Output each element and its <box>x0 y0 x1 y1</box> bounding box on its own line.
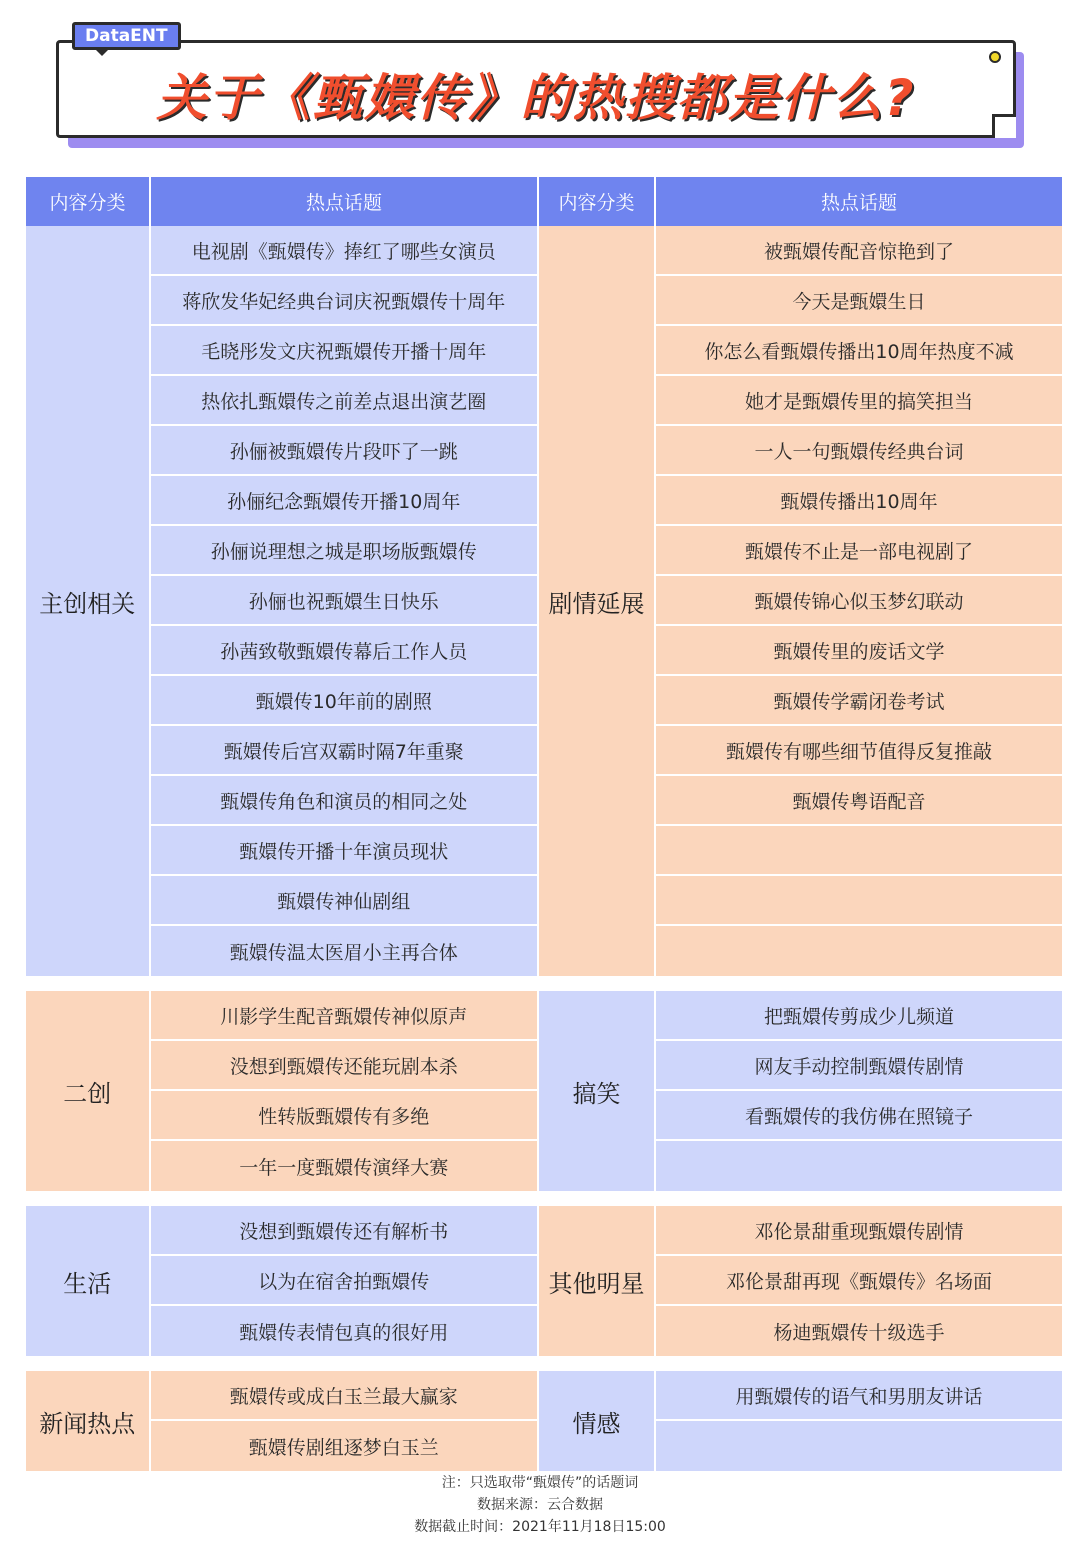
topic-row: 甄嬛传粤语配音 <box>656 776 1062 826</box>
topic-row: 杨迪甄嬛传十级选手 <box>773 1321 945 1344</box>
topic-row: 甄嬛传角色和演员的相同之处 <box>151 776 537 826</box>
topic-list <box>656 1371 1062 1471</box>
topic-row: 一年一度甄嬛传演绎大赛 <box>239 1156 449 1179</box>
topic-row: 甄嬛传学霸闭卷考试 <box>656 676 1062 726</box>
topic-row: 甄嬛传不止是一部电视剧了 <box>656 526 1062 576</box>
topic-row: 甄嬛传或成白玉兰最大赢家 <box>151 1371 537 1421</box>
topic-row: 川影学生配音甄嬛传神似原声 <box>151 991 537 1041</box>
topic-list <box>151 1371 537 1471</box>
topic-row: 今天是甄嬛生日 <box>656 276 1062 326</box>
footer-cutoff: 数据截止时间：2021年11月18日15:00 <box>414 1519 666 1535</box>
topic-row: 孙茜致敬甄嬛传幕后工作人员 <box>151 626 537 676</box>
topic-row: 甄嬛传锦心似玉梦幻联动 <box>656 576 1062 626</box>
topic-row: 甄嬛传剧组逐梦白玉兰 <box>248 1436 439 1459</box>
category-cell: 情感 <box>539 1371 656 1471</box>
topic-row: 甄嬛传开播十年演员现状 <box>151 826 537 876</box>
topic-list <box>656 226 1062 976</box>
section-left <box>26 991 539 1191</box>
table-header <box>26 177 1062 226</box>
category-cell: 新闻热点 <box>26 1371 151 1471</box>
topic-row: 邓伦景甜再现《甄嬛传》名场面 <box>656 1256 1062 1306</box>
header-category-right: 内容分类 <box>539 177 656 226</box>
topic-row: 甄嬛传10年前的剧照 <box>151 676 537 726</box>
topic-row: 甄嬛传后宫双霸时隔7年重聚 <box>151 726 537 776</box>
topic-row: 甄嬛传里的废话文学 <box>656 626 1062 676</box>
topic-row: 性转版甄嬛传有多绝 <box>151 1091 537 1141</box>
footer-note: 注：只选取带“甄嬛传”的话题词 <box>441 1475 639 1491</box>
topic-row: 你怎么看甄嬛传播出10周年热度不减 <box>656 326 1062 376</box>
topic-row: 没想到甄嬛传还有解析书 <box>151 1206 537 1256</box>
topic-row: 孙俪纪念甄嬛传开播10周年 <box>151 476 537 526</box>
topic-row: 甄嬛传神仙剧组 <box>151 876 537 926</box>
header-topic-right: 热点话题 <box>820 192 897 214</box>
table-body <box>26 226 1062 1471</box>
topic-row: 毛晓彤发文庆祝甄嬛传开播十周年 <box>151 326 537 376</box>
table-section <box>26 226 1062 976</box>
section-left <box>26 226 539 976</box>
brand-badge: DataENT <box>72 22 181 50</box>
topic-row <box>656 826 1062 876</box>
category-cell: 二创 <box>26 991 151 1191</box>
table-section <box>26 1206 1062 1356</box>
hot-topics-table <box>26 177 1062 1471</box>
topic-row: 被甄嬛传配音惊艳到了 <box>656 226 1062 276</box>
topic-row: 邓伦景甜重现甄嬛传剧情 <box>656 1206 1062 1256</box>
section-right <box>539 226 1062 976</box>
topic-list <box>151 1206 537 1356</box>
topic-row: 蒋欣发华妃经典台词庆祝甄嬛传十周年 <box>151 276 537 326</box>
footer-notes <box>0 1472 1080 1538</box>
section-left <box>26 1371 539 1471</box>
section-right <box>539 1371 1062 1471</box>
footer-source: 数据来源：云合数据 <box>477 1497 603 1513</box>
topic-row: 把甄嬛传剪成少儿频道 <box>656 991 1062 1041</box>
section-left <box>26 1206 539 1356</box>
topic-list <box>151 226 537 976</box>
header-topic-left: 热点话题 <box>151 177 539 226</box>
category-cell: 主创相关 <box>26 226 151 976</box>
topic-row: 看甄嬛传的我仿佛在照镜子 <box>656 1091 1062 1141</box>
topic-list <box>656 1206 1062 1356</box>
topic-row <box>656 926 1062 976</box>
topic-row: 甄嬛传表情包真的很好用 <box>239 1321 449 1344</box>
topic-list <box>656 991 1062 1191</box>
header-category-left: 内容分类 <box>26 177 151 226</box>
topic-row: 孙俪说理想之城是职场版甄嬛传 <box>151 526 537 576</box>
topic-row: 没想到甄嬛传还能玩剧本杀 <box>151 1041 537 1091</box>
table-section <box>26 1371 1062 1471</box>
page-title: 关于《甄嬛传》的热搜都是什么? <box>156 69 916 127</box>
topic-row: 甄嬛传有哪些细节值得反复推敲 <box>656 726 1062 776</box>
category-cell: 剧情延展 <box>539 226 656 976</box>
topic-row: 她才是甄嬛传里的搞笑担当 <box>656 376 1062 426</box>
topic-row: 网友手动控制甄嬛传剧情 <box>656 1041 1062 1091</box>
topic-row <box>656 876 1062 926</box>
topic-row: 用甄嬛传的语气和男朋友讲话 <box>656 1371 1062 1421</box>
topic-row: 一人一句甄嬛传经典台词 <box>656 426 1062 476</box>
topic-row <box>656 1141 1062 1191</box>
table-section <box>26 991 1062 1191</box>
topic-row: 甄嬛传播出10周年 <box>656 476 1062 526</box>
topic-row: 以为在宿舍拍甄嬛传 <box>151 1256 537 1306</box>
section-right <box>539 1206 1062 1356</box>
topic-row: 孙俪被甄嬛传片段吓了一跳 <box>151 426 537 476</box>
category-cell: 搞笑 <box>539 991 656 1191</box>
category-cell: 其他明星 <box>539 1206 656 1356</box>
section-right <box>539 991 1062 1191</box>
topic-row: 热依扎甄嬛传之前差点退出演艺圈 <box>151 376 537 426</box>
category-cell: 生活 <box>26 1206 151 1356</box>
topic-list <box>151 991 537 1191</box>
topic-row <box>656 1421 1062 1471</box>
topic-row: 电视剧《甄嬛传》捧红了哪些女演员 <box>151 226 537 276</box>
topic-row: 甄嬛传温太医眉小主再合体 <box>229 941 458 964</box>
topic-row: 孙俪也祝甄嬛生日快乐 <box>151 576 537 626</box>
